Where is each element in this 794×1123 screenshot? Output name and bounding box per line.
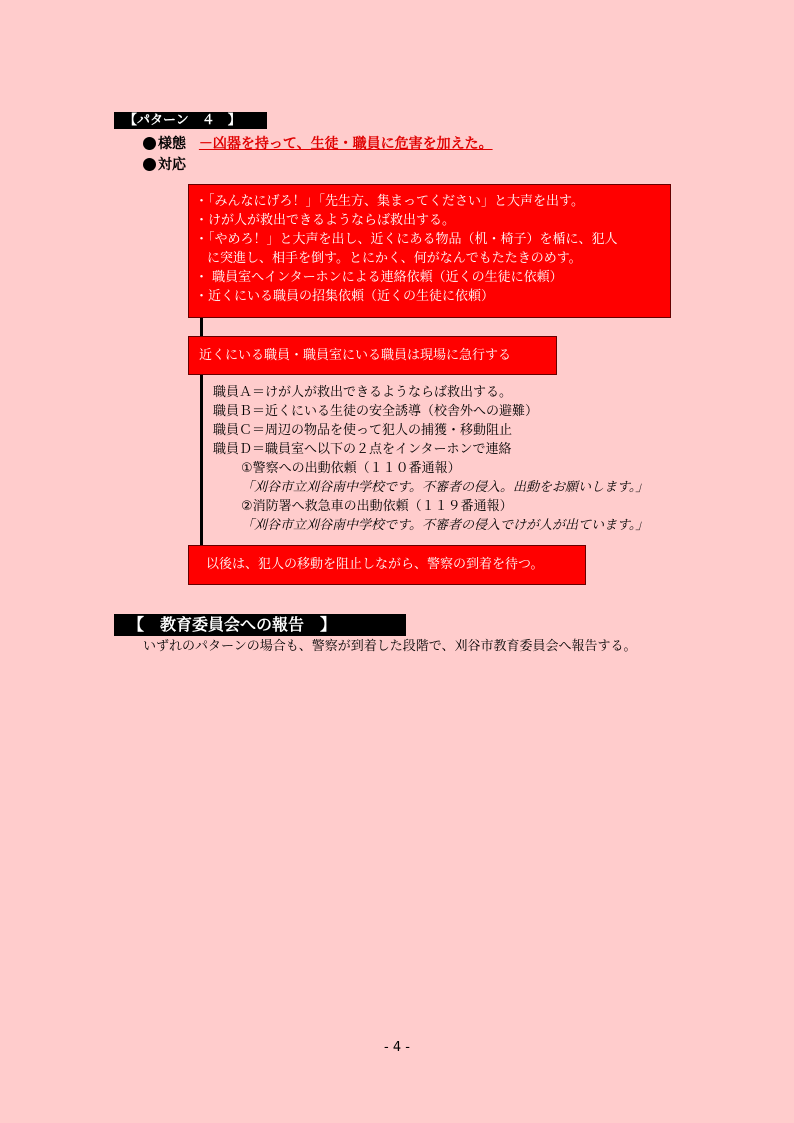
bullet-icon	[143, 137, 156, 150]
staff-line: 職員Ｃ＝周辺の物品を使って犯人の捕獲・移動阻止	[213, 423, 513, 438]
rush-to-scene-box: 近くにいる職員・職員室にいる職員は現場に急行する	[188, 336, 557, 375]
action-line: ・ 職員室へインターホンによる連絡依頼（近くの生徒に依頼）	[195, 270, 563, 285]
report-text: いずれのパターンの場合も、警察が到着した段階で、刈谷市教育委員会へ報告する。	[143, 639, 637, 654]
staff-line: 職員Ｂ＝近くにいる生徒の安全誘導（校舎外への避難）	[213, 404, 539, 419]
staff-subline: ②消防署へ救急車の出動依頼（１１９番通報）	[241, 499, 513, 514]
action-line: ・近くにいる職員の招集依頼（近くの生徒に依頼）	[195, 289, 495, 304]
staff-quote: 「刈谷市立刈谷南中学校です。不審者の侵入。出動をお願いします。」	[241, 480, 649, 495]
initial-actions-box	[188, 184, 671, 318]
staff-line: 職員Ａ＝けが人が救出できるようならば救出する。	[213, 385, 513, 400]
action-line: に突進し、相手を倒す。とにかく、何がなんでもたたきのめす。	[207, 251, 582, 266]
response-label: 対応	[158, 157, 186, 173]
flow-connector	[200, 318, 203, 336]
staff-subline: ①警察への出動依頼（１１０番通報）	[241, 461, 461, 476]
mode-text: －凶器を持って、生徒・職員に危害を加えた。	[198, 136, 493, 152]
mode-row	[143, 135, 493, 153]
page-number: - 4 -	[384, 1040, 410, 1055]
mode-label: 様態	[158, 136, 186, 152]
bullet-icon	[143, 158, 156, 171]
wait-for-police-box: 以後は、犯人の移動を阻止しながら、警察の到着を待つ。	[188, 545, 586, 585]
action-line: ・「みんなにげろ！」「先生方、集まってください」と大声を出す。	[195, 194, 584, 209]
action-line: ・けが人が救出できるようならば救出する。	[195, 213, 456, 228]
report-heading: 【 教育委員会への報告 】	[114, 614, 406, 636]
staff-line: 職員Ｄ＝職員室へ以下の２点をインターホンで連絡	[213, 442, 512, 457]
action-line: ・「やめろ！」と大声を出し、近くにある物品（机・椅子）を楯に、犯人	[195, 232, 618, 247]
response-row	[143, 156, 186, 174]
staff-quote: 「刈谷市立刈谷南中学校です。不審者の侵入でけが人が出ています。」	[241, 518, 649, 533]
staff-roles	[213, 383, 648, 535]
flow-connector	[200, 375, 203, 545]
pattern-heading: 【パターン ４ 】	[114, 112, 267, 129]
